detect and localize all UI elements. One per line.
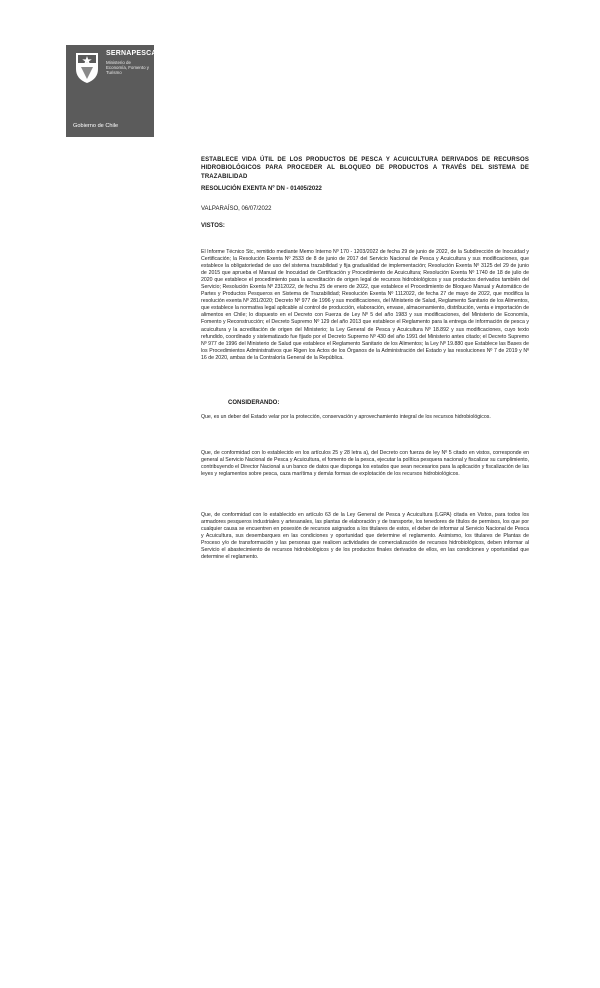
vistos-paragraph: El Informe Técnico Stc, remitido mediante Memo Interno Nº 170 - 1203/2022 de fecha 29 de junio de 2022, de la Subdirección de Inocuidad y Certificación; la Resolución Exenta Nº 2533 de 8 de junio de 2017 del Servicio Nacional de Pesca y Acuicultura y sus modificaciones, que establece la obligatoriedad de uso del sistema trazabilidad y fija gradualidad de implementación; Resolución Exenta Nº 3125 del 29 de junio de 2015 que aprueba el Manual de Inocuidad de Certificación y Procedimiento de Acuicultura; Resolución Exenta Nº 1740 de 18 de julio de 2020 que establece el procedimiento para la acreditación de origen legal de recursos hidrobiológicos y sus productos derivados también del Servicio; Resolución Exenta Nº 2312022, de fecha 25 de enero de 2022, que establece el Procedimiento de Bloqueo Manual y Automático de Partes y Productos Pesqueros en Sistema de Trazabilidad; Resolución Exenta Nº 1112022, de fecha 27 de mayo de 2022, que modifica la resolución exenta Nº 281/2020; Decreto Nº 977 de 1996 y sus modificaciones, del Ministerio de Salud, Reglamento Sanitario de los Alimentos, que establece la normativa legal aplicable al control de producción, elaboración, envase, almacenamiento, distribución, venta e importación de alimentos en Chile; lo dispuesto en el Decreto con Fuerza de Ley Nº 5 del año 1983 y sus modificaciones, del Ministerio de Economía, Fomento y Reconstrucción; el Decreto Supremo Nº 129 del año 2013 que establece el Reglamento para la entrega de información de pesca y acuicultura y la acreditación de origen del Ministerio; la Ley General de Pesca y Acuicultura Nº 18.892 y sus modificaciones, cuyo texto refundido, coordinado y sistematizado fue fijado por el Decreto Supremo Nº 430 del año 1991 del Ministerio antes citado; el Decreto Supremo Nº 977 de 1996 del Ministerio de Salud que establece el Reglamento Sanitario de los Alimentos; la Ley Nº 19.880 que Establece las Bases de los Procedimientos Administrativos que Rigen los Actos de los Órganos de la Administración del Estado y las resoluciones Nº 7 de 2019 y Nº 16 de 2020, ambas de la Contraloría General de la República. xyxy=(201,249,529,361)
place-date: VALPARAÍSO, 06/07/2022 xyxy=(201,206,272,212)
org-name: SERNAPESCA xyxy=(106,50,157,57)
government-label: Gobierno de Chile xyxy=(73,123,119,129)
chile-coat-of-arms-icon xyxy=(72,51,102,85)
considerando-paragraph-2: Que, de conformidad con lo establecido en los artículos 25 y 28 letra a), del Decreto con fuerza de ley Nº 5 citado en vistos, corresponde en general al Servicio Nacional de Pesca y Acuicultura, el fomento de la pesca, ejecutar la política pesquera nacional y fiscalizar su cumplimiento, contribuyendo el Director Nacional a un banco de datos que disponga los estados que sean necesarios para la aplicación y fiscalización de las leyes y reglamentos sobre pesca, caza marítima y demás formas de explotación de los recursos hidrobiológicos. xyxy=(201,450,529,478)
sernapesca-logo xyxy=(66,45,157,137)
vistos-heading: VISTOS: xyxy=(201,223,225,229)
document-title: ESTABLECE VIDA ÚTIL DE LOS PRODUCTOS DE PESCA Y ACUICULTURA DERIVADOS DE RECURSOS HIDROBIOLÓGICOS PARA PROCEDER AL BLOQUEO DE PRODUCTOS A TRAVÉS DEL SISTEMA DE TRAZABILIDAD xyxy=(201,157,529,180)
considerando-paragraph-3: Que, de conformidad con lo establecido en artículo 63 de la Ley General de Pesca y Acuicultura (LGPA) citada en Vistos, para todos los armadores pesqueros industriales y artesanales, las plantas de elaboración y de transporte, los tenedores de títulos de permisos, los que por cualquier causa se encuentren en posesión de recursos asignados a los titulares de estos, el deber de informar al Servicio Nacional de Pesca y Acuicultura, sus desembarques en las condiciones y oportunidad que determine el reglamento. Asimismo, los titulares de Plantas de Proceso y/o de transformación y las personas que realicen actividades de comercialización de recursos hidrobiológicos, deben informar al Servicio el abastecimiento de recursos hidrobiológicos y de los productos finales derivados de ellos, en las condiciones y oportunidad que determine el reglamento. xyxy=(201,512,529,561)
considerando-heading: CONSIDERANDO: xyxy=(228,400,280,406)
org-subtitle: Ministerio de Economía, Fomento y Turismo xyxy=(106,60,149,76)
resolution-number: RESOLUCIÓN EXENTA Nº DN - 01405/2022 xyxy=(201,186,322,192)
considerando-paragraph-1: Que, es un deber del Estado velar por la protección, conservación y aprovechamiento integral de los recursos hidrobiológicos. xyxy=(201,414,491,420)
